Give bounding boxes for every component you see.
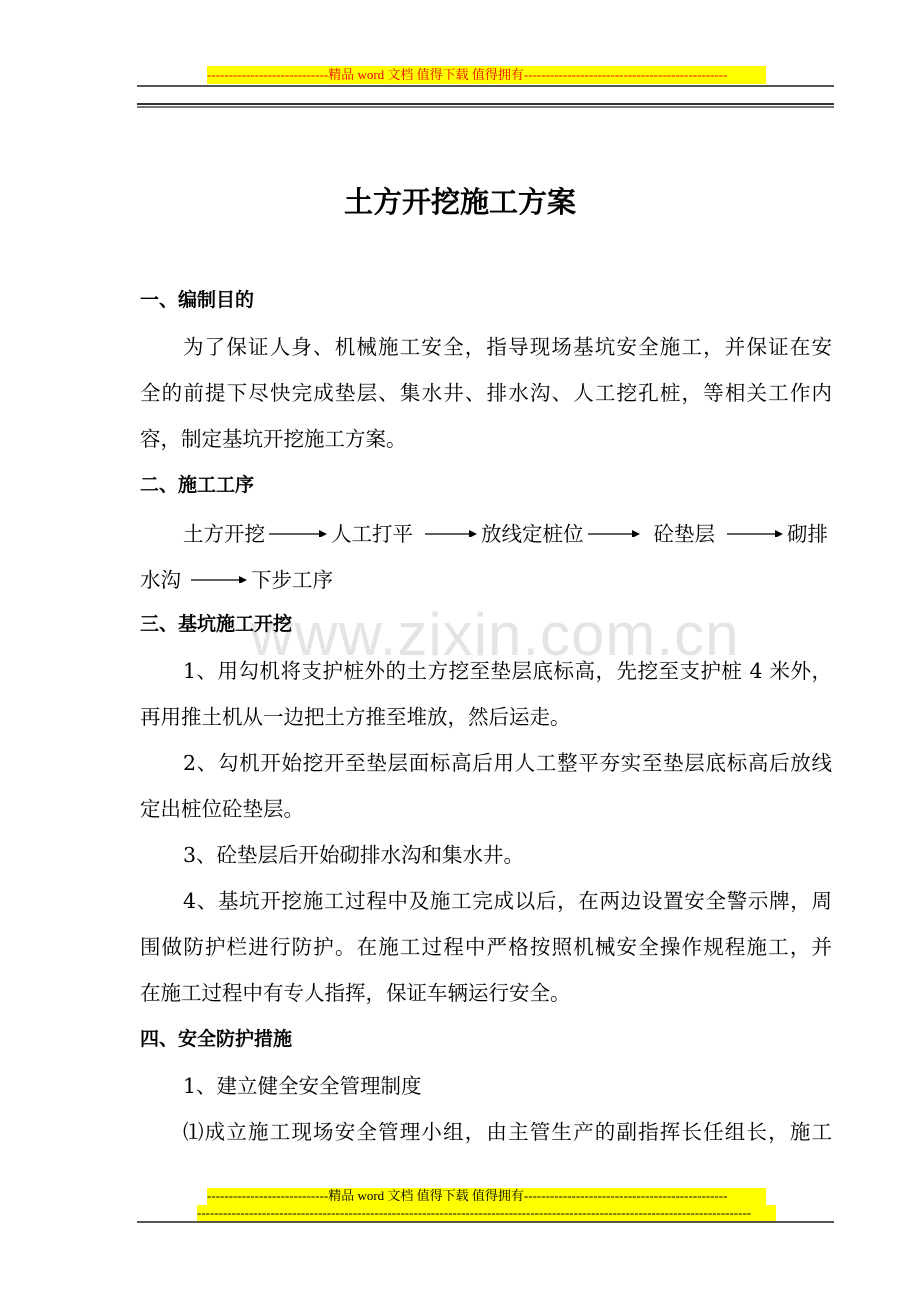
footer-rule bbox=[137, 1221, 834, 1223]
paragraph-line: 容，制定基坑开挖施工方案。 bbox=[140, 427, 407, 451]
flow-step: 放线定桩位 bbox=[481, 522, 584, 546]
paragraph-line: 全的前提下尽快完成垫层、集水井、排水沟、人工挖孔桩，等相关工作内 bbox=[140, 381, 832, 405]
header-rule bbox=[137, 85, 834, 87]
paragraph-line: 4、基坑开挖施工过程中及施工完成以后，在两边设置安全警示牌，周 bbox=[183, 889, 832, 913]
footer-banner-dashes: -------------------------------------------------------------------------------------------------------------------------------- bbox=[197, 1205, 776, 1221]
flow-step: 下步工序 bbox=[251, 568, 333, 592]
paragraph-line: ⑴成立施工现场安全管理小组，由主管生产的副指挥长任组长，施工 bbox=[183, 1120, 832, 1144]
arrow-icon bbox=[269, 527, 327, 537]
header-banner: ----------------------------精品 word 文档 值得下载 值得拥有----------------------------------------------- bbox=[207, 66, 766, 84]
paragraph-line: 1、用勾机将支护桩外的土方挖至垫层底标高，先挖至支护桩 4 米外， bbox=[183, 659, 832, 683]
section-heading: 二、施工工序 bbox=[140, 474, 255, 496]
arrow-icon bbox=[425, 527, 477, 537]
paragraph-line: 2、勾机开始挖开至垫层面标高后用人工整平夯实至垫层底标高后放线 bbox=[183, 751, 832, 775]
section-heading: 四、安全防护措施 bbox=[140, 1028, 293, 1050]
paragraph-line: 1、建立健全安全管理制度 bbox=[183, 1074, 422, 1098]
paragraph-line: 围做防护栏进行防护。在施工过程中严格按照机械安全操作规程施工，并 bbox=[140, 935, 832, 959]
paragraph-line: 为了保证人身、机械施工安全，指导现场基坑安全施工，并保证在安 bbox=[183, 335, 832, 359]
paragraph-line: 3、砼垫层后开始砌排水沟和集水井。 bbox=[183, 843, 525, 867]
header-double-rule-lower bbox=[137, 106, 834, 108]
footer-banner: ----------------------------精品 word 文档 值得下载 值得拥有----------------------------------------------- bbox=[207, 1188, 766, 1205]
flow-step: 土方开挖 bbox=[183, 522, 265, 546]
arrow-icon bbox=[191, 573, 247, 583]
flow-step: 砌排 bbox=[787, 522, 828, 546]
arrow-icon bbox=[588, 527, 640, 537]
paragraph-line: 定出桩位砼垫层。 bbox=[140, 797, 304, 821]
section-heading: 一、编制目的 bbox=[140, 289, 255, 311]
process-flow-continued bbox=[140, 555, 832, 601]
header-double-rule bbox=[137, 103, 834, 105]
document-body bbox=[140, 277, 832, 1155]
flow-step: 水沟 bbox=[140, 568, 181, 592]
process-flow bbox=[140, 509, 832, 555]
arrow-icon bbox=[727, 527, 783, 537]
watermark: www.zixin.com.cn bbox=[250, 601, 740, 668]
flow-step: 砼垫层 bbox=[653, 522, 715, 546]
document-title: 土方开挖施工方案 bbox=[343, 185, 576, 219]
paragraph-line: 在施工过程中有专人指挥，保证车辆运行安全。 bbox=[140, 981, 571, 1005]
paragraph-line: 再用推土机从一边把土方推至堆放，然后运走。 bbox=[140, 705, 571, 729]
flow-step: 人工打平 bbox=[331, 522, 413, 546]
section-heading: 三、基坑施工开挖 bbox=[140, 613, 293, 635]
